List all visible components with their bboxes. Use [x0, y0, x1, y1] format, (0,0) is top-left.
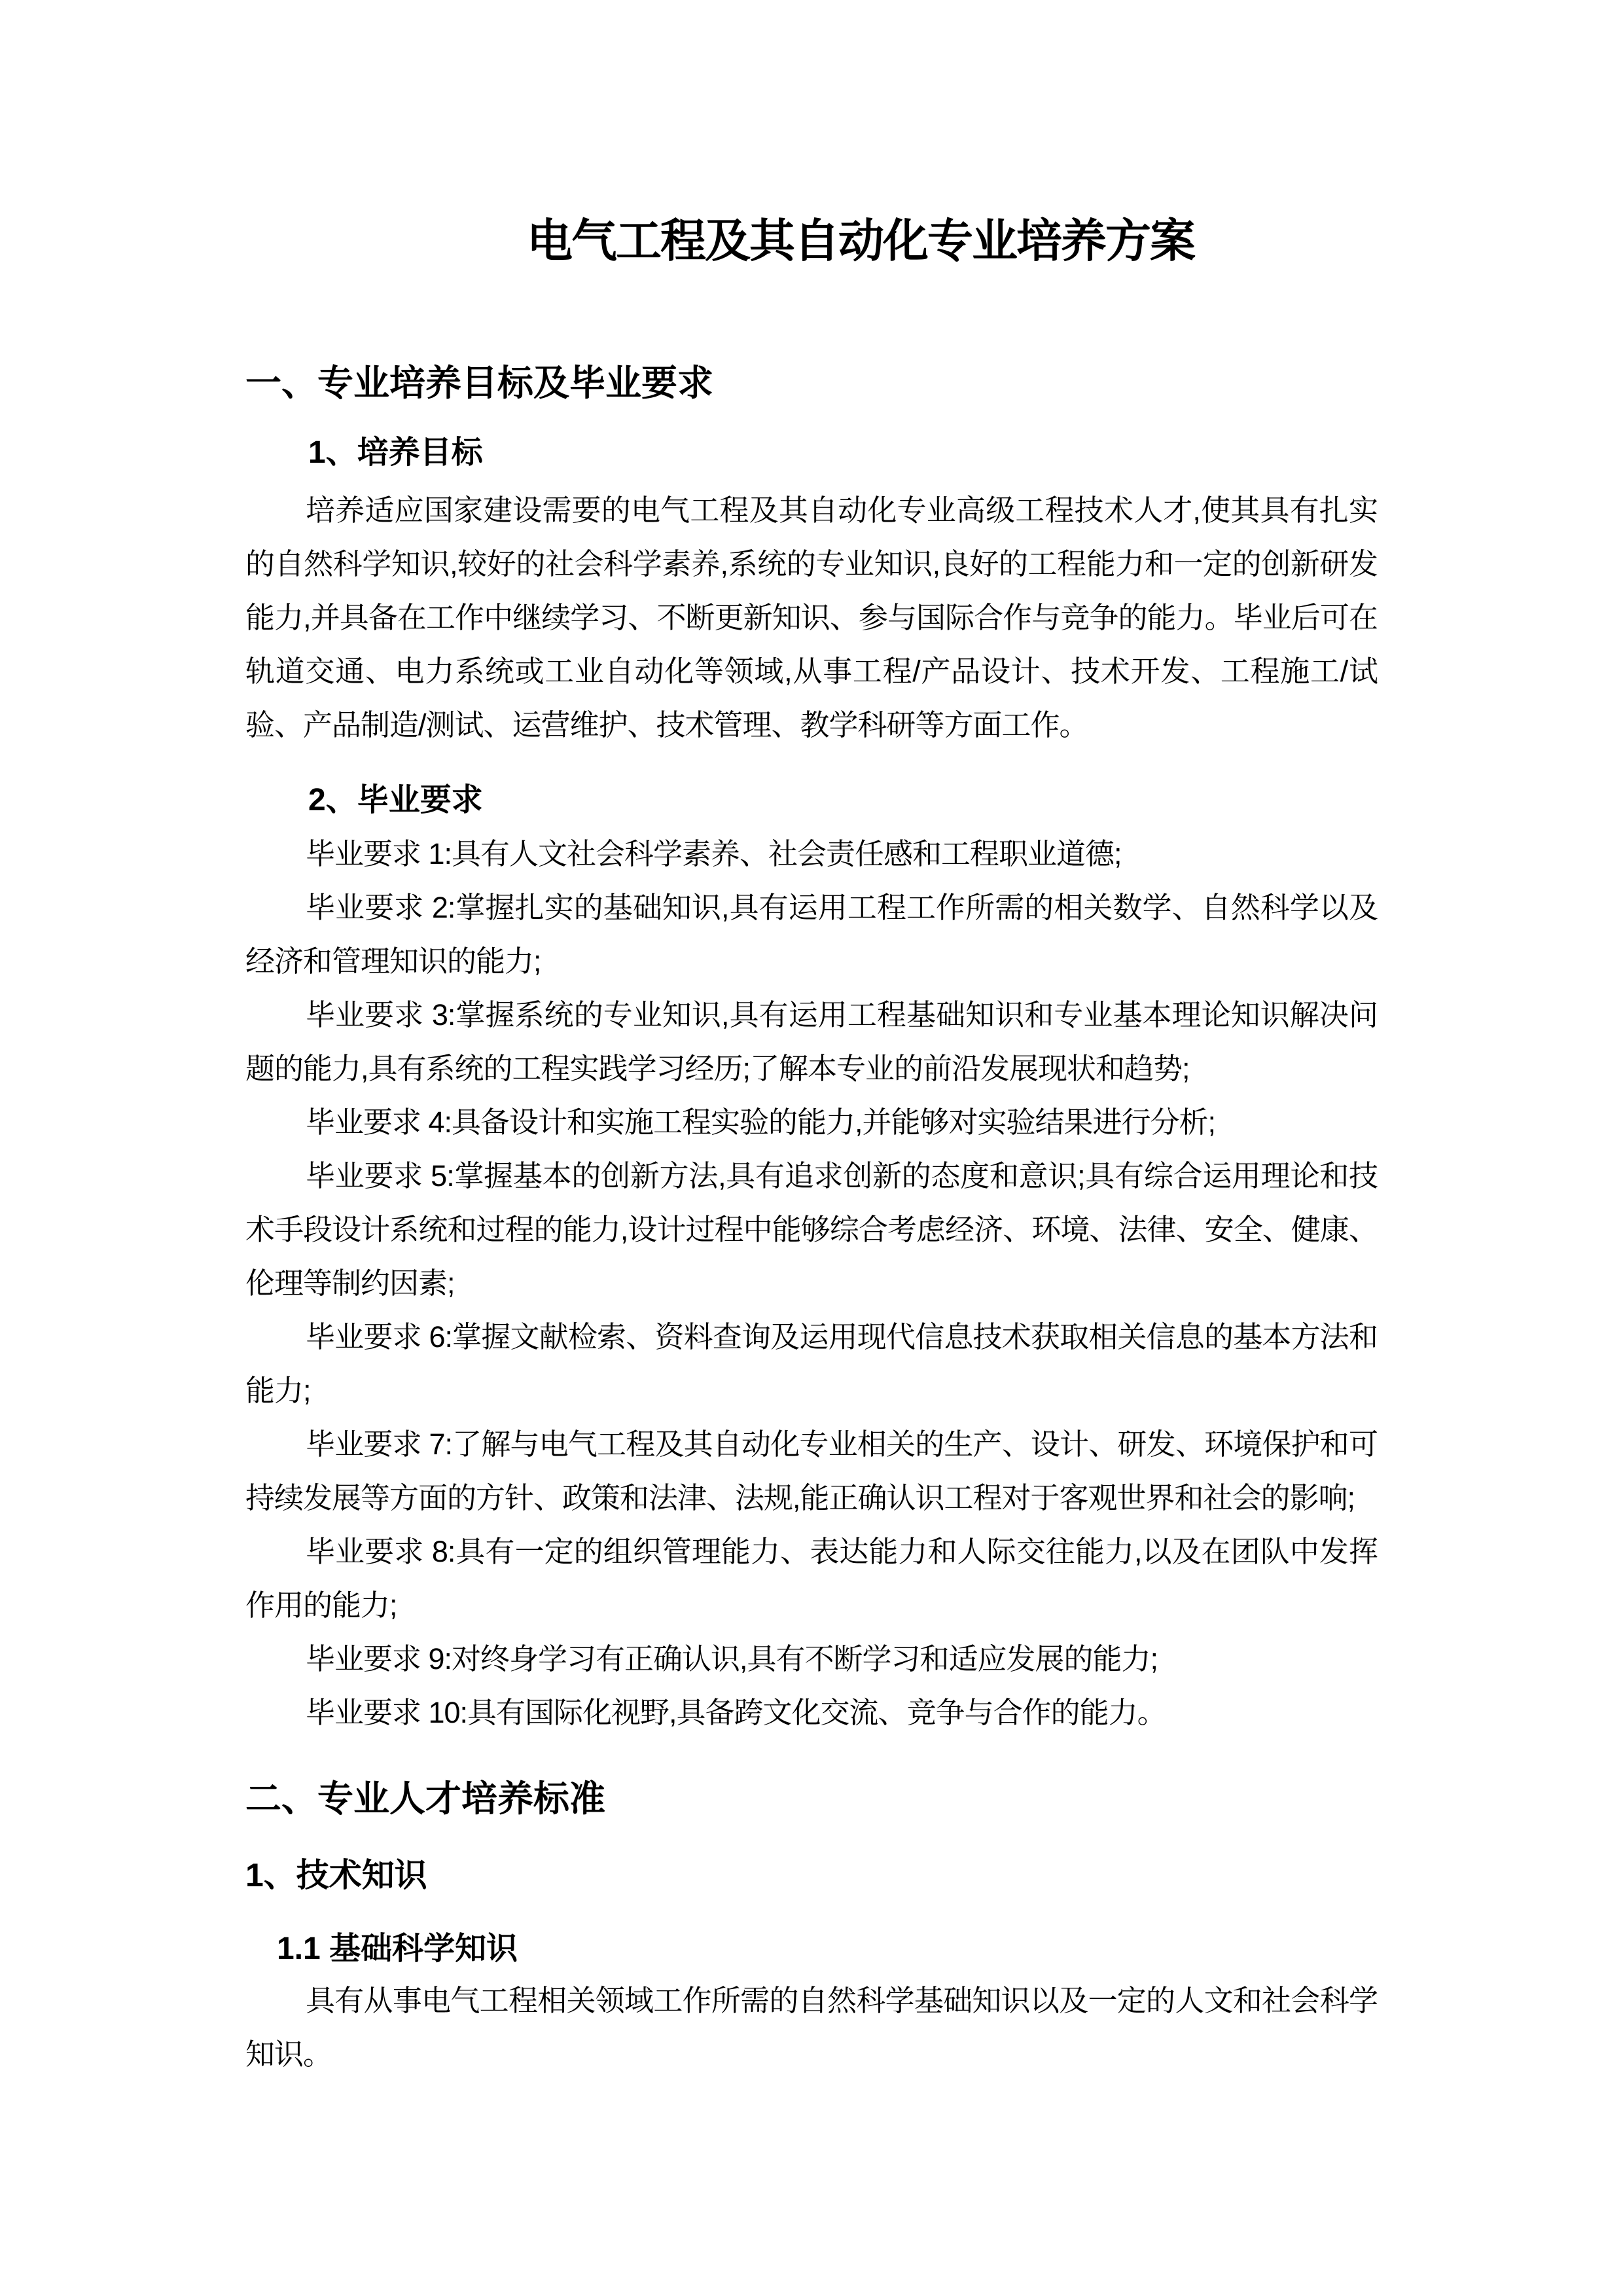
graduation-requirement-item: 毕业要求 8:具有一定的组织管理能力、表达能力和人际交往能力,以及在团队中发挥作用的能力;	[245, 1535, 1378, 1622]
graduation-requirement-item: 毕业要求 7:了解与电气工程及其自动化专业相关的生产、设计、研发、环境保护和可持续发展等方面的方针、政策和法津、法规,能正确认识工程对于客观世界和社会的影响;	[245, 1427, 1378, 1515]
page-title: 电气工程及其自动化专业培养方案	[527, 215, 1194, 266]
graduation-requirement-item: 毕业要求 5:掌握基本的创新方法,具有追求创新的态度和意识;具有综合运用理论和技术手段设计系统和过程的能力,设计过程中能够综合考虑经济、环境、法律、安全、健康、伦理等制约因素;	[245, 1159, 1378, 1300]
graduation-requirement-item: 毕业要求 9:对终身学习有正确认识,具有不断学习和适应发展的能力;	[306, 1642, 1158, 1676]
technical-knowledge-heading: 1、技术知识	[245, 1857, 427, 1893]
graduation-requirements-heading: 2、毕业要求	[308, 783, 483, 817]
section-2-heading: 二、专业人才培养标准	[245, 1778, 606, 1819]
training-objective-paragraph: 培养适应国家建设需要的电气工程及其自动化专业高级工程技术人才,使其具有扎实的自然科学知识,较好的社会科学素养,系统的专业知识,良好的工程能力和一定的创新研发能力,并具备在工作中继续学习、不断更新知识、参与国际合作与竞争的能力。毕业后可在轨道交通、电力系统或工业自动化等领域,从事工程/产品设计、技术开发、工程施工/试验、产品制造/测试、运营维护、技术管理、教学科研等方面工作。	[245, 493, 1378, 742]
graduation-requirement-item: 毕业要求 6:掌握文献检索、资料查询及运用现代信息技术获取相关信息的基本方法和能力;	[245, 1320, 1378, 1407]
graduation-requirement-item: 毕业要求 1:具有人文社会科学素养、社会责任感和工程职业道德;	[306, 837, 1122, 870]
section-1-heading: 一、专业培养目标及毕业要求	[245, 363, 714, 403]
graduation-requirement-item: 毕业要求 3:掌握系统的专业知识,具有运用工程基础知识和专业基本理论知识解决问题的能力,具有系统的工程实践学习经历;了解本专业的前沿发展现状和趋势;	[245, 998, 1378, 1085]
basic-science-heading: 1.1 基础科学知识	[277, 1931, 518, 1966]
training-objective-heading: 1、培养目标	[308, 435, 483, 470]
graduation-requirement-item: 毕业要求 10:具有国际化视野,具备跨文化交流、竞争与合作的能力。	[306, 1696, 1166, 1729]
basic-science-paragraph: 具有从事电气工程相关领域工作所需的自然科学基础知识以及一定的人文和社会科学知识。	[245, 1984, 1378, 2071]
graduation-requirement-item: 毕业要求 2:掌握扎实的基础知识,具有运用工程工作所需的相关数学、自然科学以及经济和管理知识的能力;	[245, 891, 1378, 978]
graduation-requirement-item: 毕业要求 4:具备设计和实施工程实验的能力,并能够对实验结果进行分析;	[306, 1105, 1216, 1139]
